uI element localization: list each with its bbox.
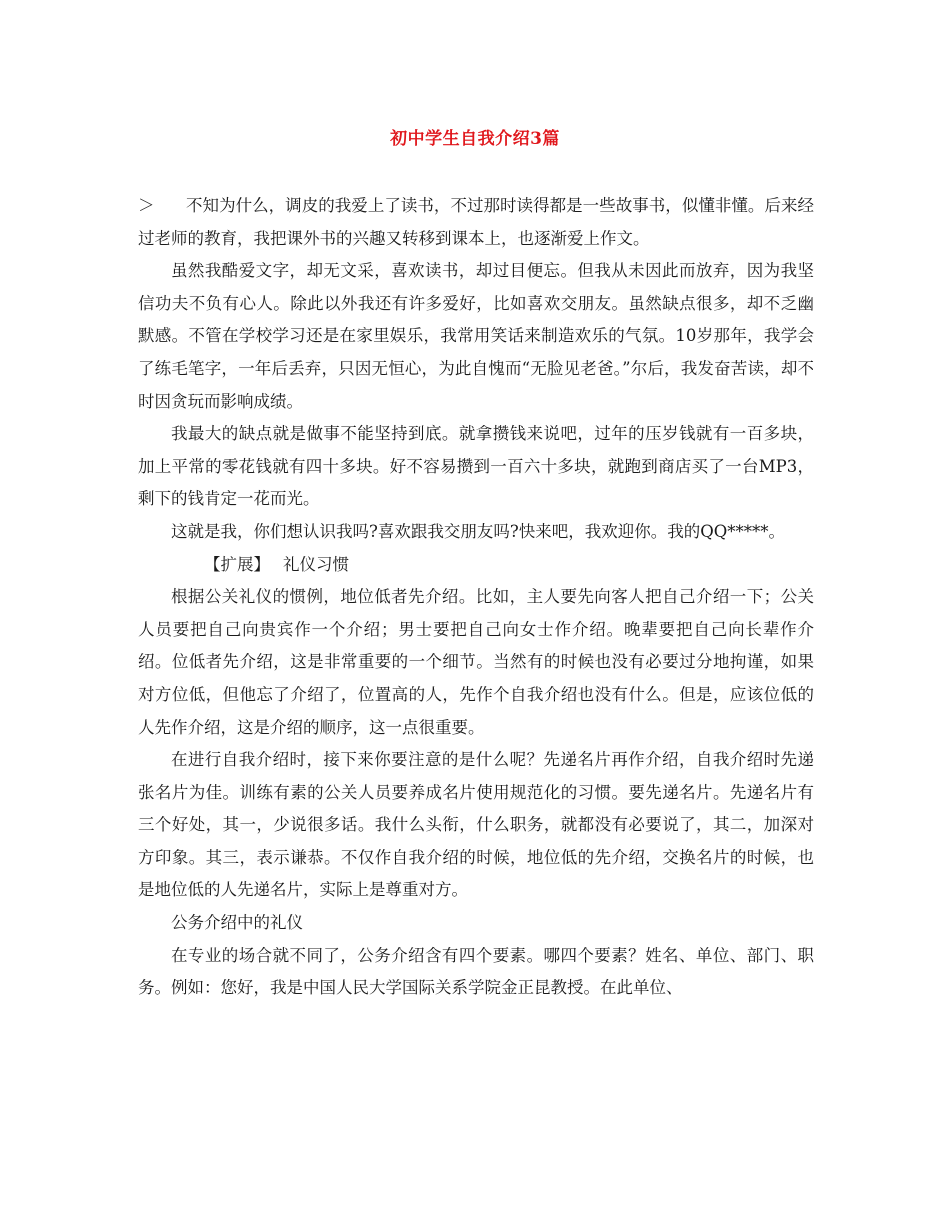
paragraph-5: 根据公关礼仪的惯例，地位低者先介绍。比如，主人要先向客人把自己介绍一下；公关人员要把自己向贵宾作一个介绍；男士要把自己向女士作介绍。晚辈要把自己向长辈作介绍。位低者先介绍，这是非常重要的一个细节。当然有的时候也没有必要过分地拘谨，如果对方位低，但他忘了介绍了，位置高的人，先作个自我介绍也没有什么。但是，应该位低的人先作介绍，这是介绍的顺序，这一点很重要。 bbox=[138, 587, 814, 737]
paragraph-marker: ＞ bbox=[138, 196, 155, 215]
paragraph-1 bbox=[138, 190, 814, 255]
document-title: 初中学生自我介绍3篇 bbox=[390, 129, 560, 149]
paragraph-6: 在进行自我介绍时，接下来你要注意的是什么呢？先递名片再作介绍，自我介绍时先递张名片为佳。训练有素的公关人员要养成名片使用规范化的习惯。要先递名片。先递名片有三个好处，其一，少说很多话。我什么头衔，什么职务，就都没有必要说了，其二，加深对方印象。其三，表示谦恭。不仅作自我介绍的时候，地位低的先介绍，交换名片的时候，也是地位低的人先递名片，实际上是尊重对方。 bbox=[138, 750, 814, 900]
expand-topic: 礼仪习惯 bbox=[283, 554, 349, 574]
document-body bbox=[138, 190, 814, 1005]
paragraph-4: 这就是我，你们想认识我吗?喜欢跟我交朋友吗?快来吧，我欢迎你。我的QQ*****。 bbox=[171, 521, 785, 541]
paragraph-3: 我最大的缺点就是做事不能坚持到底。就拿攒钱来说吧，过年的压岁钱就有一百多块，加上平常的零花钱就有四十多块。好不容易攒到一百六十多块，就跑到商店买了一台MP3，剩下的钱肯定一花而光。 bbox=[138, 424, 814, 509]
expand-label: 【扩展】 bbox=[204, 554, 270, 574]
paragraph-7: 在专业的场合就不同了，公务介绍含有四个要素。哪四个要素？姓名、单位、部门、职务。例如：您好，我是中国人民大学国际关系学院金正昆教授。在此单位、 bbox=[138, 945, 814, 998]
expand-heading bbox=[138, 549, 814, 582]
paragraph-2: 虽然我酷爱文字，却无文采，喜欢读书，却过目便忘。但我从未因此而放弃，因为我坚信功夫不负有心人。除此以外我还有许多爱好，比如喜欢交朋友。虽然缺点很多，却不乏幽默感。不管在学校学习还是在家里娱乐，我常用笑话来制造欢乐的气氛。10岁那年，我学会了练毛笔字，一年后丢弃，只因无恒心，为此自愧而“无脸见老爸。”尔后，我发奋苦读，却不时因贪玩而影响成绩。 bbox=[138, 261, 814, 411]
paragraph-1-text: 不知为什么，调皮的我爱上了读书，不过那时读得都是一些故事书，似懂非懂。后来经过老师的教育，我把课外书的兴趣又转移到课本上，也逐渐爱上作文。 bbox=[138, 196, 814, 248]
subheading: 公务介绍中的礼仪 bbox=[171, 913, 303, 933]
